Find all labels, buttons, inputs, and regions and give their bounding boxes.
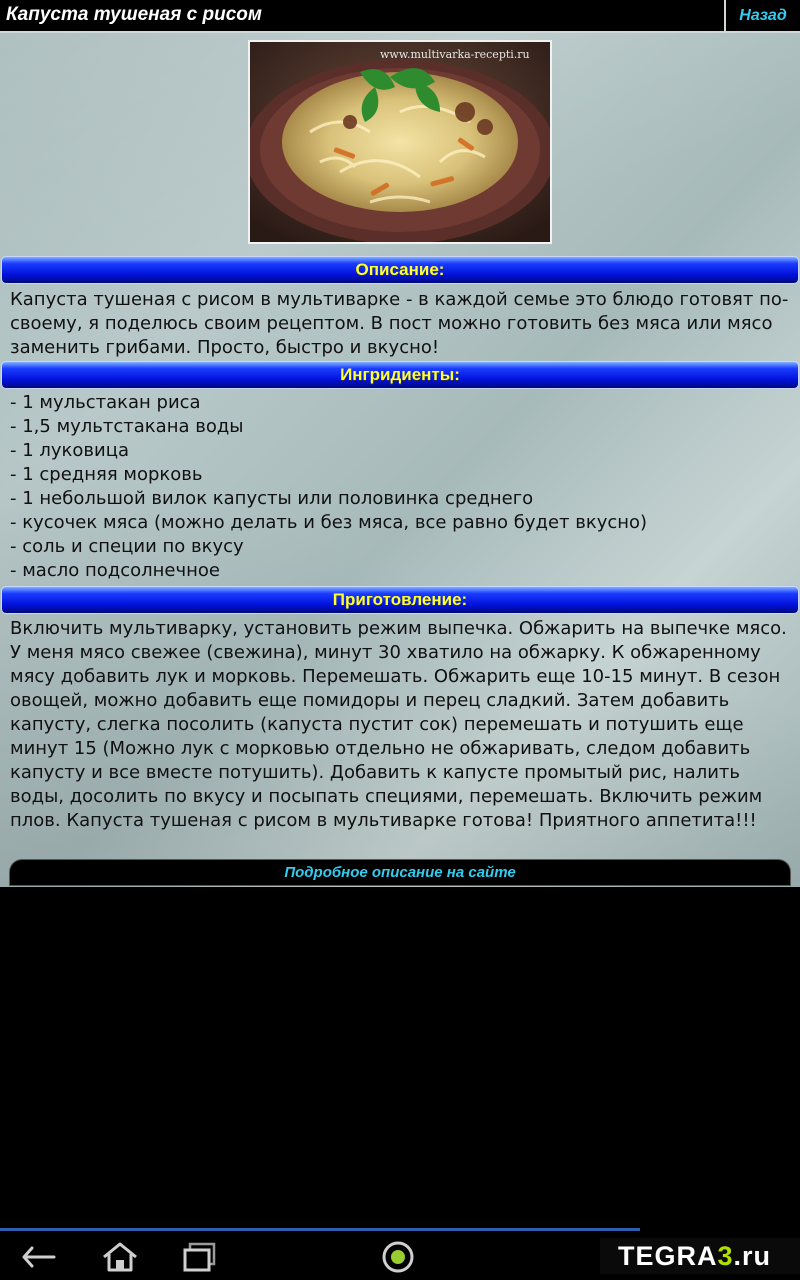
watermark-suffix: .ru: [733, 1240, 772, 1271]
system-navigation-bar: [0, 1228, 800, 1280]
nav-progress-line: [0, 1228, 640, 1231]
menu-circle-icon[interactable]: [376, 1240, 420, 1274]
ingredient-item: - 1 небольшой вилок капусты или половинка среднего: [10, 488, 534, 509]
ingredient-item: - масло подсолнечное: [10, 560, 220, 581]
recipe-photo: [248, 40, 552, 244]
section-header-preparation: Приготовление:: [1, 586, 799, 614]
watermark-accent: 3: [717, 1240, 734, 1271]
back-button[interactable]: Назад: [724, 0, 800, 31]
site-description-link[interactable]: Подробное описание на сайте: [10, 860, 790, 885]
tegra3-watermark: [600, 1238, 800, 1274]
watermark-main: TEGRA: [618, 1240, 718, 1271]
preparation-text: Включить мультиварку, установить режим выпечка. Обжарить на выпечке мясо. У меня мясо свежее (свежина), минут 30 хватило на обжарку. К обжаренному мясу добавить лук и морковь. Перемешать. Обжарить еще 10-15 минут. В сезон овощей, можно добавить еще помидоры и перец сладкий. Затем добавить капусту, слегка посолить (капуста пустит сок) перемешать и потушить еще минут 15 (Можно лук с морковью отдельно не обжаривать, следом добавить капусту и все вместе потушить). Добавить к капусте промытый рис, налить воды, досолить по вкусу и посыпать специями, перемешать. Включить режим плов. Капуста тушеная с рисом в мультиварке готова! Приятного аппетита!!!: [10, 618, 787, 831]
page-title: Капуста тушеная с рисом: [6, 4, 262, 25]
recent-apps-icon[interactable]: [178, 1240, 222, 1274]
ingredient-item: - 1 мульстакан риса: [10, 392, 201, 413]
ingredient-item: - кусочек мяса (можно делать и без мяса, все равно будет вкусно): [10, 512, 648, 533]
ingredient-item: - 1 луковица: [10, 440, 130, 461]
ingredients-list-container: [10, 391, 794, 583]
ingredient-item: - соль и специи по вкусу: [10, 536, 244, 557]
section-header-description: Описание:: [1, 256, 799, 284]
photo-watermark: www.multivarka-recepti.ru: [380, 48, 530, 61]
top-bar: [0, 0, 800, 33]
ingredient-item: - 1 средняя морковь: [10, 464, 203, 485]
description-text: Капуста тушеная с рисом в мультиварке - в каждой семье это блюдо готовят по-своему, я поделюсь своим рецептом. В пост можно готовить без мяса или мясо заменить грибами. Просто, быстро и вкусно!: [10, 289, 789, 358]
ingredient-item: - 1,5 мультстакана воды: [10, 416, 244, 437]
section-header-ingredients: Ингридиенты:: [1, 361, 799, 389]
back-icon[interactable]: [18, 1240, 62, 1274]
ingredients-list: [10, 391, 794, 583]
home-icon[interactable]: [98, 1240, 142, 1274]
dish-image: [250, 42, 550, 242]
